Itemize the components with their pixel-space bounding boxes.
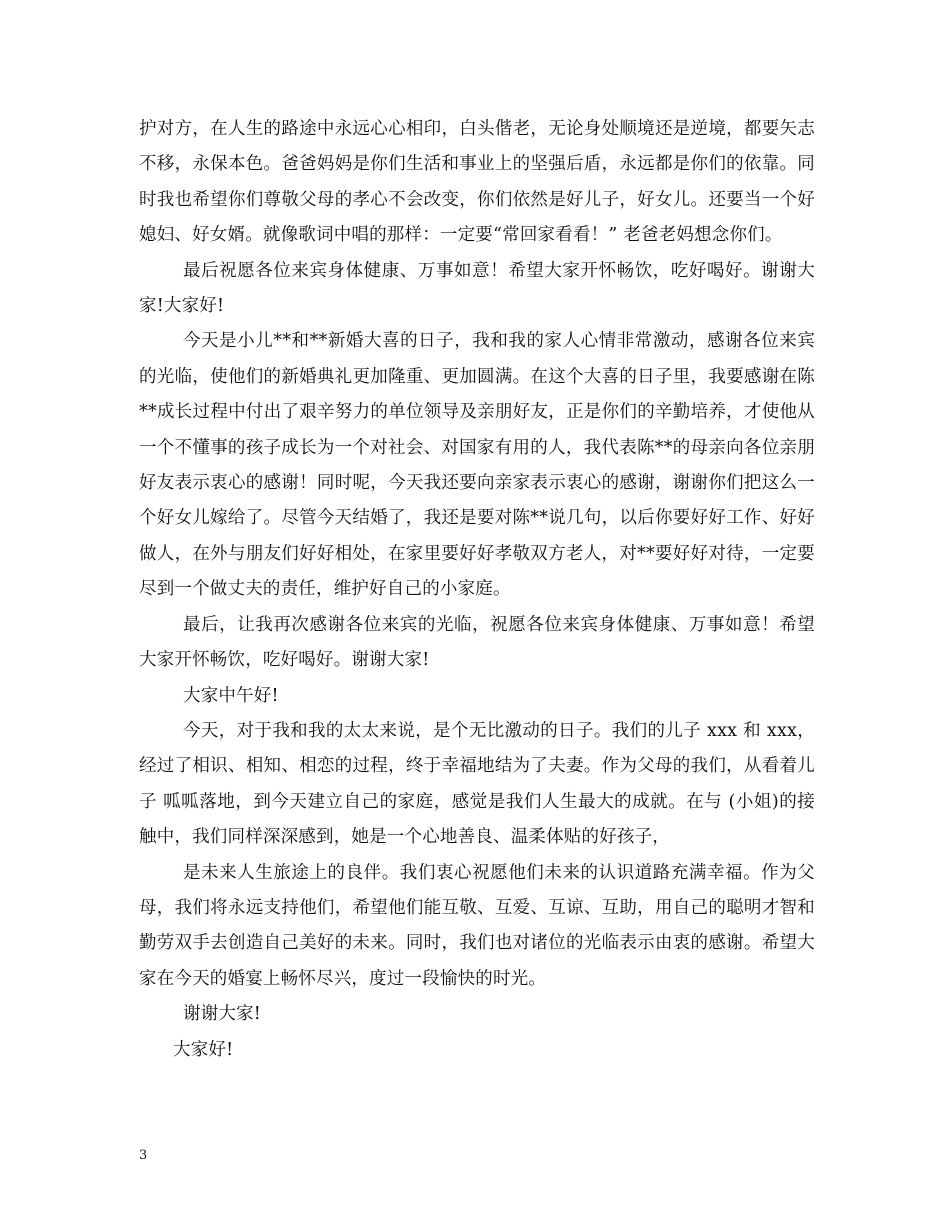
paragraph-1: 护对方，在人生的路途中永远心心相印，白头偕老，无论身处顺境还是逆境，都要矢志不移，永保本色。爸爸妈妈是你们生活和事业上的坚强后盾，永远都是你们的依靠。同时我也希望你们尊敬父母的孝心不会改变，你们依然是好儿子，好女儿。还要当一个好媳妇、好女婿。就像歌词中唱的那样：一定要“常回家看看！” 老爸老妈想念你们。 (139, 119, 815, 246)
paragraph-9: 大家好! (173, 1039, 234, 1060)
paragraph-8: 谢谢大家! (183, 1004, 262, 1025)
paragraph-3: 今天是小儿**和**新婚大喜的日子，我和我的家人心情非常激动，感谢各位来宾的光临，使他们的新婚典礼更加隆重、更加圆满。在这个大喜的日子里，我要感谢在陈**成长过程中付出了艰辛努力的单位领导及亲朋好友，正是你们的辛勤培养，才使他从一个不懂事的孩子成长为一个对社会、对国家有用的人，我代表陈**的母亲向各位亲朋好友表示衷心的感谢！同时呢，今天我还要向亲家表示衷心的感谢，谢谢你们把这么一个好女儿嫁给了。尽管今天结婚了，我还是要对陈**说几句，以后你要好好工作、好好做人，在外与朋友们好好相处，在家里要好好孝敬双方老人，对**要好好对待，一定要尽到一个做丈夫的责任，维护好自己的小家庭。 (139, 331, 815, 600)
paragraph-4: 最后，让我再次感谢各位来宾的光临，祝愿各位来宾身体健康、万事如意！希望大家开怀畅饮，吃好喝好。谢谢大家! (139, 614, 815, 671)
document-body (139, 112, 815, 1068)
page-number: 3 (139, 1148, 148, 1163)
paragraph-6: 今天，对于我和我的太太来说，是个无比激动的日子。我们的儿子 xxx 和 xxx，经过了相识、相知、相恋的过程，终于幸福地结为了夫妻。作为父母的我们，从看着儿子 呱呱落地，到今天建立自己的家庭，感觉是我们人生最大的成就。在与 (小姐)的接触中，我们同样深深感到，她是一个心地善良、温柔体贴的好孩子， (139, 720, 815, 848)
paragraph-2: 最后祝愿各位来宾身体健康、万事如意！希望大家开怀畅饮，吃好喝好。谢谢大家!大家好! (139, 260, 815, 317)
paragraph-7: 是未来人生旅途上的良伴。我们衷心祝愿他们未来的认识道路充满幸福。作为父母，我们将永远支持他们，希望他们能互敬、互爱、互谅、互助，用自己的聪明才智和勤劳双手去创造自己美好的未来。同时，我们也对诸位的光临表示由衷的感谢。希望大家在今天的婚宴上畅怀尽兴，度过一段愉快的时光。 (139, 862, 815, 989)
paragraph-5: 大家中午好! (183, 685, 279, 706)
